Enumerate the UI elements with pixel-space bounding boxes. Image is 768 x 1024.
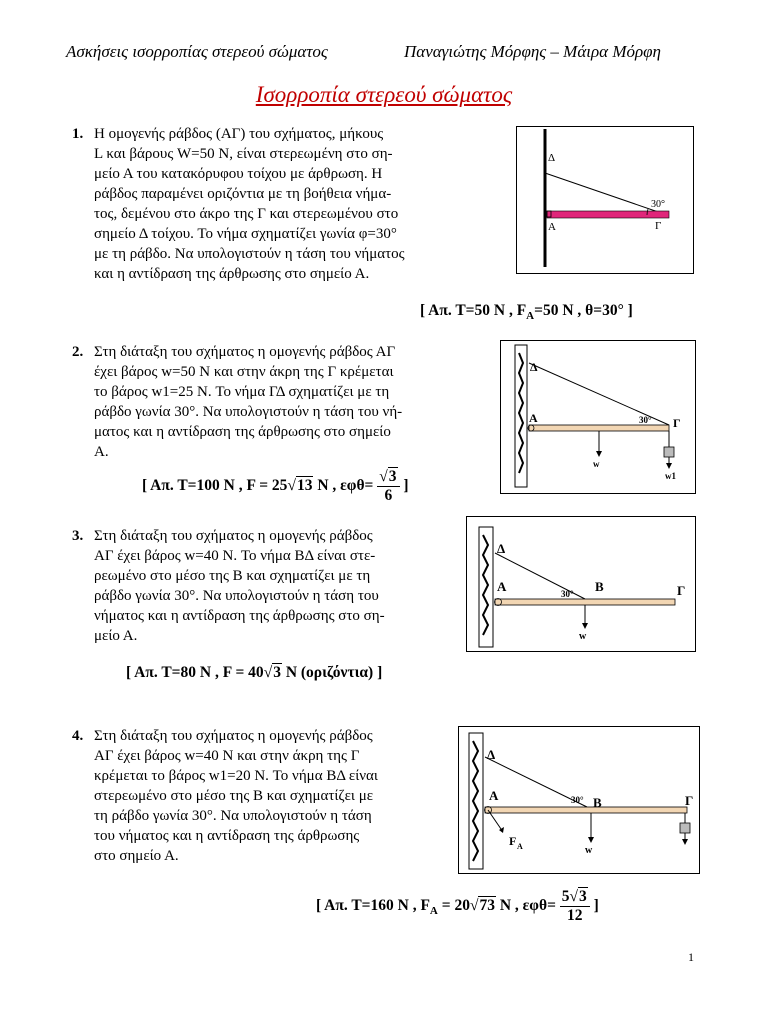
- label-alpha: Α: [497, 579, 507, 594]
- label-angle: 30°: [561, 589, 574, 599]
- problem-line: ράβδο γωνία 30°. Να υπολογιστούν η τάση του νή-: [94, 404, 403, 420]
- label-gamma: Γ: [673, 416, 681, 430]
- problem-line: Η ομογενής ράβδος (ΑΓ) του σχήματος, μήκους: [94, 126, 384, 142]
- sqrt-argument: 73: [479, 897, 495, 915]
- fraction-numerator: 3: [388, 468, 397, 485]
- problem-line: σημείο Δ τοίχου. Το νήμα σχηματίζει γωνία φ=30°: [94, 226, 397, 242]
- problem-number: 3.: [72, 528, 84, 544]
- answer-1: [420, 302, 633, 322]
- answer-text: [ Απ. Τ=160 Ν , F: [316, 897, 430, 915]
- label-alpha: Α: [529, 411, 538, 425]
- problem-text: [94, 342, 402, 462]
- label-weight: w: [579, 631, 587, 642]
- problem-line: στο σημείο Α.: [94, 848, 179, 864]
- figure-4: [458, 726, 700, 874]
- problem-number: 2.: [72, 344, 84, 360]
- label-weight: w: [593, 459, 600, 469]
- header-left: Ασκήσεις ισορροπίας στερεού σώματος: [66, 42, 328, 61]
- problem-line: στερεωμένο στο μέσο της Β και σχηματίζει με: [94, 788, 374, 804]
- label-force: F: [509, 834, 517, 848]
- problem-text: [94, 726, 378, 866]
- label-delta: Δ: [548, 152, 556, 164]
- sqrt-symbol: √: [263, 664, 273, 681]
- fraction-denominator: 6: [384, 487, 393, 504]
- problem-text: [94, 124, 405, 284]
- label-weight-1: w1: [665, 471, 676, 481]
- label-alpha: Α: [548, 221, 556, 233]
- fraction: [377, 468, 399, 505]
- sqrt-argument: 3: [273, 664, 281, 681]
- problem-line: μείο Α.: [94, 628, 138, 644]
- problem-line: νήματος και η αντίδραση της άρθρωσης στο ση-: [94, 608, 385, 624]
- problem-number: 4.: [72, 728, 84, 744]
- answer-2: [142, 468, 409, 505]
- problem-line: ΑΓ έχει βάρος w=40 N. Το νήμα ΒΔ είναι στε-: [94, 548, 376, 564]
- label-gamma: Γ: [677, 583, 686, 598]
- sqrt-argument: 13: [296, 477, 313, 495]
- problem-line: Στη διάταξη του σχήματος η ομογενής ράβδος: [94, 528, 373, 544]
- label-angle: 30°: [651, 199, 665, 210]
- page-header: [66, 42, 706, 66]
- problem-line: ματος και η αντίδραση της άρθρωσης στο σημείο: [94, 424, 391, 440]
- header-right: Παναγιώτης Μόρφης – Μάιρα Μόρφη: [404, 42, 661, 61]
- figure-2: [500, 340, 696, 494]
- answer-3: [126, 664, 382, 682]
- sqrt-symbol: √: [569, 888, 579, 905]
- sqrt-symbol: √: [379, 468, 388, 485]
- fraction-denominator: 12: [567, 907, 583, 924]
- problem-line: και η αντίδραση της άρθρωσης στο σημείο Α.: [94, 266, 370, 282]
- problem-line: με τη ράβδο. Να υπολογιστούν η τάση του νήματος: [94, 246, 405, 262]
- label-beta: Β: [595, 579, 604, 594]
- problem-line: τος, δεμένου στο άκρο της Γ και στερεωμένου στο: [94, 206, 399, 222]
- fraction-numerator-coef: 5: [561, 888, 570, 905]
- sqrt-symbol: √: [469, 897, 479, 915]
- answer-text: [ Απ. Τ=80 Ν , F = 40: [126, 664, 264, 681]
- label-angle: 30°: [571, 795, 584, 805]
- answer-text: [ Απ. Τ=50 Ν , F: [420, 302, 527, 319]
- answer-close: ]: [403, 477, 409, 495]
- problem-number: 1.: [72, 126, 84, 142]
- answer-4: [316, 888, 599, 925]
- label-delta: Δ: [530, 360, 538, 374]
- label-angle: 30°: [639, 415, 652, 425]
- problem-line: το βάρος w1=25 N. Το νήμα ΓΔ σχηματίζει με τη: [94, 384, 390, 400]
- problem-line: κρέμεται το βάρος w1=20 N. Το νήμα ΒΔ είναι: [94, 768, 378, 784]
- sqrt-symbol: √: [287, 477, 296, 495]
- page-title: Ισορροπία στερεού σώματος: [255, 82, 513, 107]
- problem-line: τη ράβδο γωνία 30°. Να υπολογιστούν η τάση: [94, 808, 372, 824]
- figure-1: [516, 126, 694, 274]
- problem-line: Στη διάταξη του σχήματος η ομογενής ράβδος: [94, 728, 373, 744]
- answer-text: [ Απ. Τ=100 Ν , F = 25: [142, 477, 288, 495]
- label-alpha: Α: [489, 788, 499, 803]
- answer-text-rest: =50 Ν , θ=30° ]: [534, 302, 633, 319]
- problem-line: Α.: [94, 444, 109, 460]
- fraction: [560, 888, 590, 925]
- label-delta: Δ: [497, 541, 506, 556]
- answer-text-3: N , εφθ=: [499, 897, 556, 915]
- answer-close: ]: [593, 897, 599, 915]
- problem-line: ράβδο γωνία 30°. Να υπολογιστούν η τάση του: [94, 588, 379, 604]
- label-delta: Δ: [487, 747, 496, 762]
- answer-text-2: N , εφθ=: [317, 477, 374, 495]
- problem-line: ΑΓ έχει βάρος w=40 N και στην άκρη της Γ: [94, 748, 360, 764]
- problem-line: του νήματος και η αντίδραση της άρθρωσης: [94, 828, 360, 844]
- answer-text-2: = 20: [441, 897, 470, 915]
- answer-text-2: N (οριζόντια) ]: [285, 664, 383, 681]
- problem-text: [94, 526, 385, 646]
- label-weight: w: [585, 845, 593, 856]
- label-force-subscript: Α: [517, 842, 523, 851]
- problem-line: ράβδος παραμένει οριζόντια με τη βοήθεια νήμα-: [94, 186, 392, 202]
- problem-line: ρεωμένο στο μέσο της Β και σχηματίζει με τη: [94, 568, 371, 584]
- figure-3: [466, 516, 696, 652]
- label-gamma: Γ: [685, 793, 694, 808]
- answer-subscript: Α: [429, 905, 438, 918]
- label-beta: Β: [593, 795, 602, 810]
- problem-line: μείο Α του κατακόρυφου τοίχου με άρθρωση. Η: [94, 166, 383, 182]
- problem-line: L και βάρους W=50 N, είναι στερεωμένη στο ση-: [94, 146, 393, 162]
- page-number: 1: [688, 950, 694, 964]
- problem-line: έχει βάρος w=50 N και στην άκρη της Γ κρέμεται: [94, 364, 394, 380]
- answer-subscript: Α: [526, 310, 535, 323]
- fraction-numerator-root: 3: [579, 888, 587, 905]
- label-gamma: Γ: [655, 220, 662, 232]
- problem-line: Στη διάταξη του σχήματος η ομογενής ράβδος ΑΓ: [94, 344, 396, 360]
